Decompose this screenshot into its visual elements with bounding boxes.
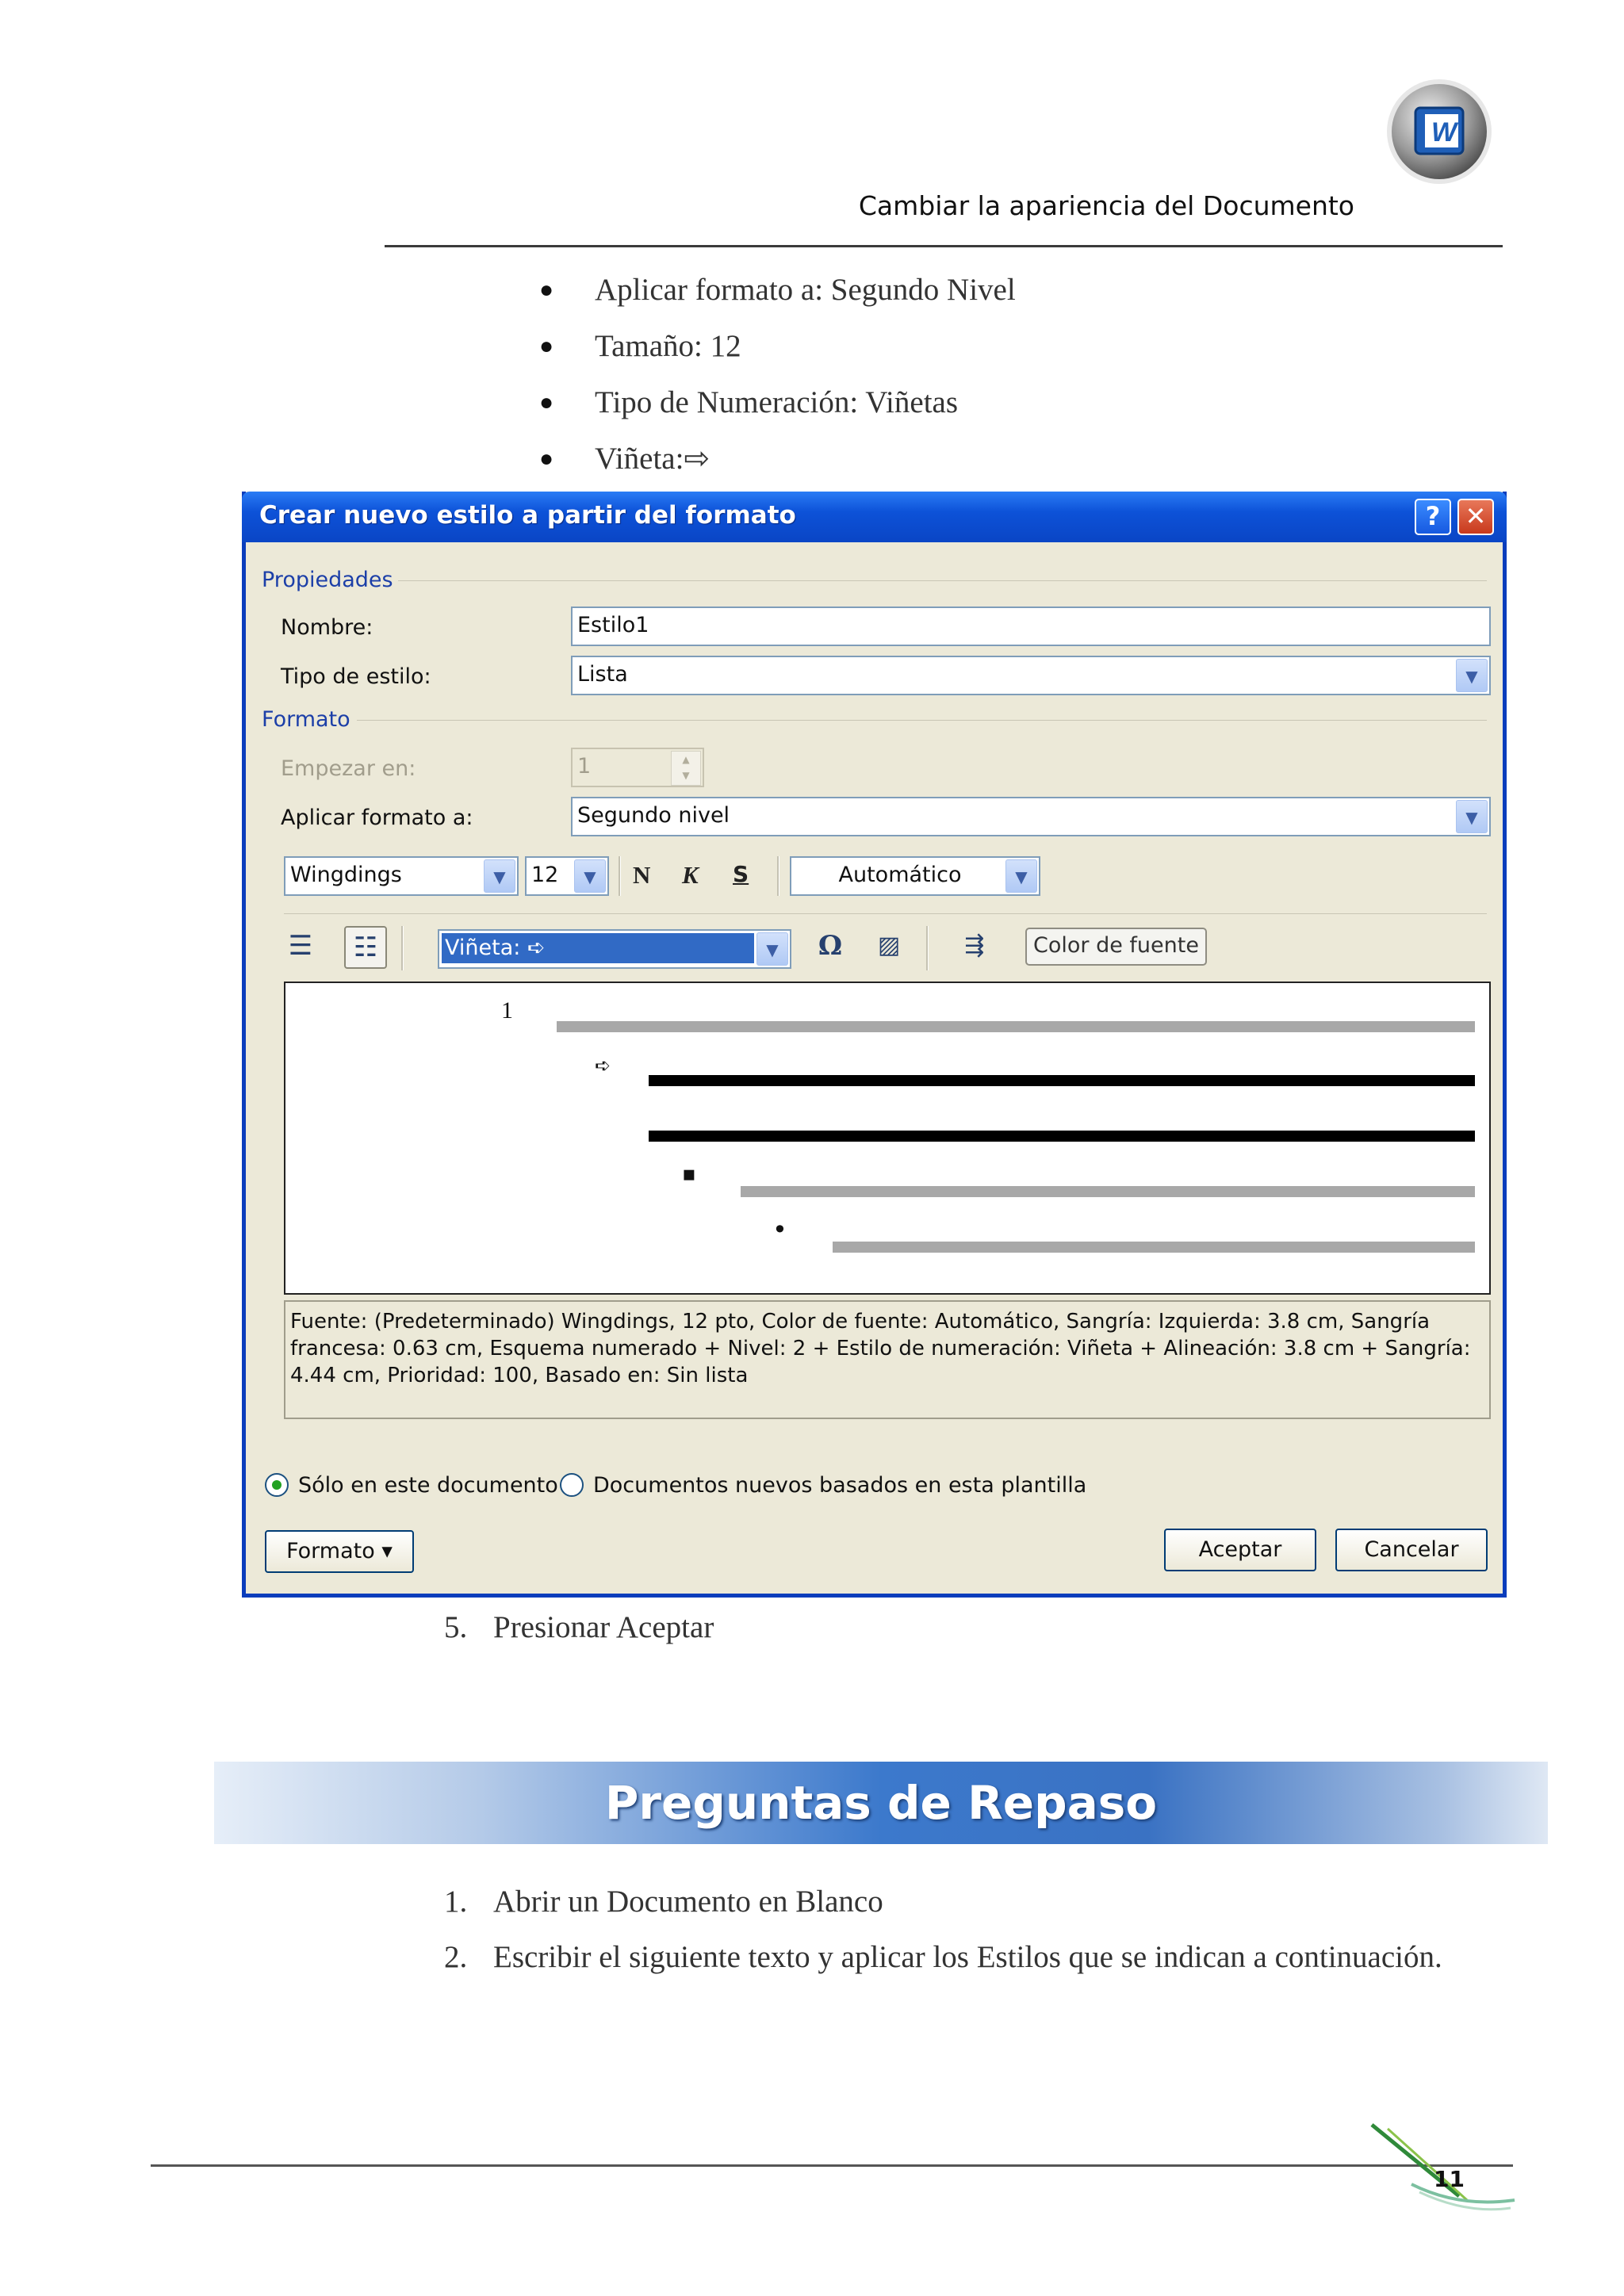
header-rule	[385, 245, 1503, 247]
toolbar-separator	[619, 856, 621, 896]
bullet-icon: ●	[539, 388, 554, 415]
picture-icon[interactable]: ▨	[877, 932, 901, 959]
preview-line	[833, 1242, 1475, 1253]
running-header-title: Cambiar la apariencia del Documento	[858, 190, 1354, 221]
font-select[interactable]: Wingdings ▼	[284, 856, 519, 896]
bold-button[interactable]: N	[633, 861, 651, 889]
name-label: Nombre:	[281, 615, 373, 640]
toolbar-separator	[926, 926, 929, 970]
style-description: Fuente: (Predeterminado) Wingdings, 12 pto, Color de fuente: Automático, Sangría: Izquierda: 3.8 cm, Sangría francesa: 0.63 cm, Esquema numerado + Nivel: 2 + Estilo de numeración: Viñeta + Alineación: 3.8 cm + Sangría: 4.44 cm, Prioridad: 100, Basado en: Sin lista	[284, 1300, 1491, 1419]
help-button[interactable]: ?	[1415, 499, 1451, 535]
style-type-label: Tipo de estilo:	[281, 664, 431, 689]
omega-symbol-icon[interactable]: Ω	[818, 930, 843, 962]
bulleted-list-icon[interactable]: ☷	[344, 926, 387, 969]
start-at-spinner: 1 ▲ ▼	[571, 748, 704, 787]
format-menu-button[interactable]: Formato ▾	[265, 1530, 414, 1573]
bullet-icon: ●	[539, 332, 554, 359]
font-color-select[interactable]: Automático ▼	[790, 856, 1040, 896]
toolbar-separator	[401, 926, 404, 970]
bullet-style-select[interactable]: Viñeta: ➪ ▼	[438, 929, 791, 969]
preview-line	[557, 1021, 1475, 1032]
question-1: 1. Abrir un Documento en Blanco	[444, 1885, 883, 1919]
style-type-select[interactable]: Lista ▼	[571, 656, 1491, 695]
question-2: 2. Escribir el siguiente texto y aplicar los Estilos que se indican a continuación.	[444, 1940, 1442, 1974]
create-style-dialog	[242, 492, 1507, 1598]
chevron-down-icon[interactable]: ▼	[484, 859, 515, 893]
divider	[357, 720, 1487, 721]
chevron-down-icon[interactable]: ▼	[1005, 859, 1037, 893]
preview-line	[649, 1075, 1475, 1086]
chevron-down-icon[interactable]: ▼	[1456, 659, 1488, 692]
cancel-button[interactable]: Cancelar	[1335, 1529, 1488, 1571]
preview-arrow-icon: ➪	[595, 1054, 611, 1077]
italic-button[interactable]: K	[682, 861, 699, 889]
dialog-title: Crear nuevo estilo a partir del formato	[259, 501, 796, 530]
chevron-down-icon[interactable]: ▼	[756, 932, 788, 966]
banner-title: Preguntas de Repaso	[604, 1776, 1158, 1830]
list-item: ● Aplicar formato a: Segundo Nivel	[539, 262, 1016, 318]
ok-button[interactable]: Aceptar	[1164, 1529, 1316, 1571]
bullet-icon: ●	[539, 276, 554, 303]
preview-line	[649, 1131, 1475, 1142]
preview-line	[741, 1186, 1475, 1197]
close-button[interactable]: ✕	[1457, 499, 1494, 535]
spinner-arrows-icon: ▲ ▼	[671, 751, 701, 786]
style-preview-pane	[284, 982, 1491, 1295]
word-logo-icon	[1384, 76, 1503, 195]
toolbar-separator	[777, 856, 779, 896]
numbered-list-icon[interactable]: ☰	[288, 930, 313, 962]
format-bullet-list	[539, 262, 1016, 487]
radio-this-document-label[interactable]: Sólo en este documento	[298, 1473, 558, 1498]
page-number: 11	[1434, 2166, 1465, 2192]
divider	[284, 913, 1487, 914]
review-questions-banner	[214, 1762, 1548, 1844]
chevron-down-icon[interactable]: ▼	[574, 859, 606, 893]
start-at-label: Empezar en:	[281, 756, 416, 781]
radio-new-documents-label[interactable]: Documentos nuevos basados en esta plantilla	[593, 1473, 1087, 1498]
apply-to-select[interactable]: Segundo nivel ▼	[571, 797, 1491, 836]
footer-rule	[151, 2164, 1513, 2167]
list-item: ● Viñeta:⇨	[539, 430, 1016, 487]
preview-square-icon: ▪	[682, 1162, 696, 1186]
preview-level-number: 1	[501, 997, 513, 1024]
apply-to-label: Aplicar formato a:	[281, 806, 473, 830]
section-format: Formato	[262, 707, 350, 732]
list-item: ● Tamaño: 12	[539, 318, 1016, 374]
name-input[interactable]: Estilo1	[571, 607, 1491, 646]
size-select[interactable]: 12 ▼	[525, 856, 609, 896]
radio-new-documents[interactable]	[560, 1473, 584, 1497]
divider	[398, 580, 1487, 581]
chevron-down-icon[interactable]: ▼	[1456, 800, 1488, 833]
underline-button[interactable]: S	[733, 861, 749, 887]
radio-selected-dot	[272, 1480, 282, 1490]
radio-this-document[interactable]	[265, 1473, 289, 1497]
dialog-titlebar	[242, 492, 1507, 542]
indent-icon[interactable]: ⇶	[964, 932, 985, 959]
section-properties: Propiedades	[262, 568, 393, 592]
bullet-icon: ●	[539, 445, 554, 472]
list-item: ● Tipo de Numeración: Viñetas	[539, 374, 1016, 430]
svg-text:W: W	[1431, 117, 1457, 147]
font-color-tooltip: Color de fuente	[1025, 928, 1207, 966]
step-5: 5. Presionar Aceptar	[444, 1610, 714, 1644]
preview-dot-icon: •	[772, 1215, 787, 1245]
